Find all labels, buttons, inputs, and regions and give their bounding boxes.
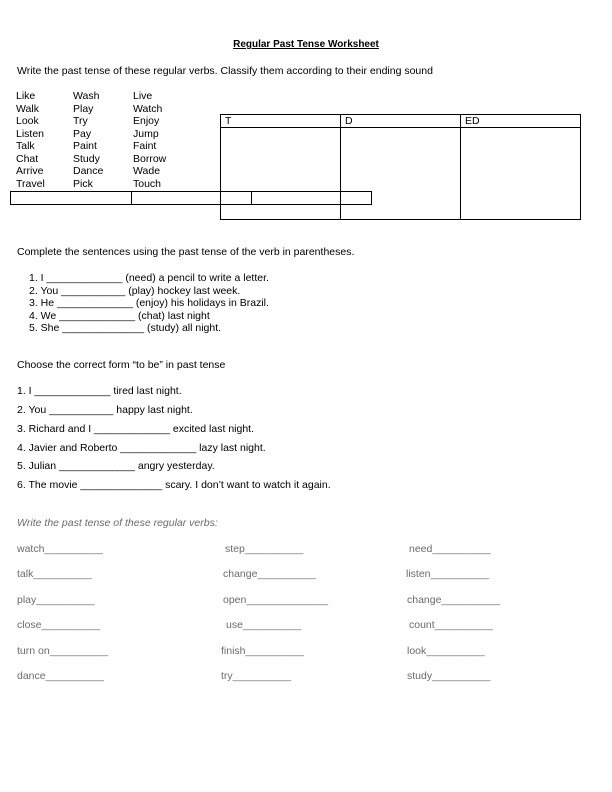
table-header-t: T <box>221 115 341 128</box>
verb-item: Like <box>16 90 36 102</box>
verb-item: Play <box>73 102 94 115</box>
grid-item: try__________ <box>221 670 292 682</box>
verb-item: Dance <box>73 165 104 177</box>
verb-item: Wade <box>133 165 161 177</box>
verb-item: Pay <box>73 127 92 140</box>
grid-item: change__________ <box>223 568 316 580</box>
verb-column-3 <box>133 90 166 190</box>
tobe-item: 6. The movie ______________ scary. I don’t want to watch it again. <box>17 479 331 491</box>
grid-item: step__________ <box>225 543 304 555</box>
grid-item: finish__________ <box>221 645 304 657</box>
verb-item: Touch <box>133 177 162 190</box>
sentence-item: 2. You ___________ (play) hockey last week. <box>29 285 241 297</box>
verb-item: Listen <box>16 127 45 140</box>
tobe-item: 1. I _____________ tired last night. <box>17 385 182 397</box>
verb-item: Faint <box>133 140 157 152</box>
tobe-item: 3. Richard and I _____________ excited last night. <box>17 423 255 435</box>
instruction-to-be: Choose the correct form “to be” in past tense <box>17 359 226 371</box>
instruction-regular-verbs: Write the past tense of these regular verbs: <box>17 517 218 529</box>
grid-item: talk__________ <box>17 568 92 580</box>
grid-item: turn on__________ <box>17 645 109 657</box>
grid-item: play__________ <box>17 594 95 606</box>
verb-item: Try <box>73 115 88 127</box>
grid-item: need__________ <box>409 543 491 555</box>
table-cell-ed[interactable] <box>461 128 581 220</box>
verb-item: Walk <box>16 102 39 115</box>
strip-divider <box>251 192 252 204</box>
worksheet-title: Regular Past Tense Worksheet <box>233 39 379 50</box>
verb-item: Travel <box>16 177 45 190</box>
verb-item: Chat <box>16 152 39 165</box>
grid-item: open______________ <box>223 594 329 606</box>
verb-item: Talk <box>16 140 35 152</box>
table-cell-d[interactable] <box>341 128 461 220</box>
instruction-classify: Write the past tense of these regular verbs. Classify them according to their ending sound <box>17 65 433 77</box>
table-cell-t[interactable] <box>221 128 341 220</box>
answer-strip[interactable] <box>10 191 372 205</box>
strip-divider <box>131 192 132 204</box>
verb-item: Look <box>16 115 39 127</box>
verb-column-1 <box>16 90 45 190</box>
verb-item: Borrow <box>133 152 167 165</box>
verb-item: Live <box>133 90 153 102</box>
sentence-item: 1. I _____________ (need) a pencil to write a letter. <box>29 272 269 284</box>
grid-item: use__________ <box>226 619 302 631</box>
table-header-d: D <box>341 115 461 128</box>
sentence-item: 4. We _____________ (chat) last night <box>29 310 210 322</box>
verb-item: Arrive <box>16 165 44 177</box>
grid-item: listen__________ <box>406 568 489 580</box>
verb-item: Wash <box>73 90 100 102</box>
grid-item: count__________ <box>409 619 494 631</box>
sentence-item: 5. She ______________ (study) all night. <box>29 322 222 334</box>
sentence-item: 3. He _____________ (enjoy) his holidays in Brazil. <box>29 297 269 309</box>
grid-item: change__________ <box>407 594 500 606</box>
verb-item: Study <box>73 152 100 165</box>
tobe-item: 2. You ___________ happy last night. <box>17 404 193 416</box>
verb-item: Pick <box>73 177 93 190</box>
grid-item: close__________ <box>17 619 100 631</box>
verb-item: Jump <box>133 127 159 140</box>
instruction-complete: Complete the sentences using the past tense of the verb in parentheses. <box>17 246 355 258</box>
table-header-ed: ED <box>461 115 581 128</box>
verb-item: Paint <box>73 140 97 152</box>
verb-item: Enjoy <box>133 115 160 127</box>
grid-item: watch__________ <box>17 543 103 555</box>
grid-item: study__________ <box>407 670 491 682</box>
tobe-item: 5. Julian _____________ angry yesterday. <box>17 460 215 472</box>
verb-column-2 <box>73 90 103 190</box>
verb-item: Watch <box>133 102 163 115</box>
grid-item: look__________ <box>407 645 485 657</box>
tobe-item: 4. Javier and Roberto _____________ lazy last night. <box>17 442 266 454</box>
grid-item: dance__________ <box>17 670 105 682</box>
